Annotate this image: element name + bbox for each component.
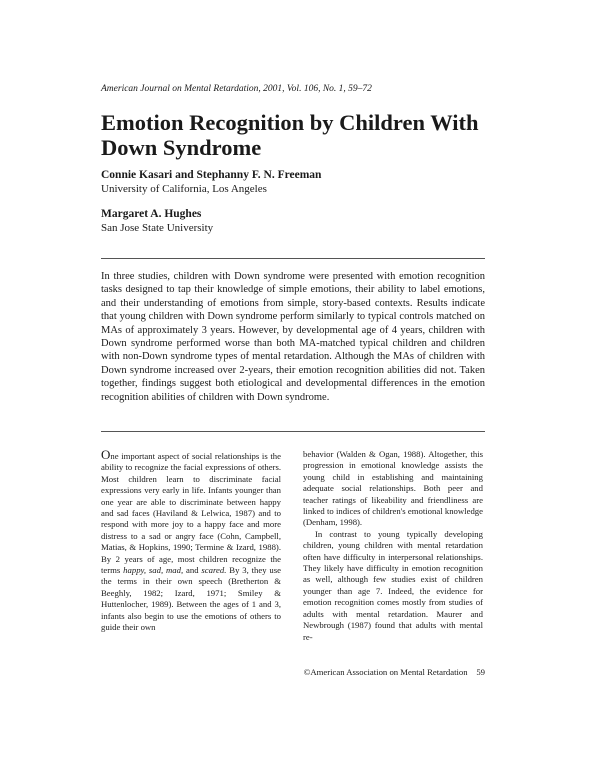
article-title: Emotion Recognition by Children With Down Syndrome bbox=[101, 110, 479, 160]
abstract: In three studies, children with Down syndrome were presented with emotion recognition tasks designed to tap their knowledge of simple emotions, their ability to label emotions, and their understanding of emotions from simple, story-based contexts. Results indicate that young children with Down syndrome perform similarly to typical controls matched on MAs of approximately 3 years. However, by developmental age of 4 years, children with Down syndrome performed worse than both MA-matched typical children and children with non-Down syndrome types of mental retardation. Although the MAs of children with Down syndrome increased over 2-years, their emotion recognition abilities did not. Taken together, findings suggest both etiological and developmental differences in the emotion recognition abilities of children with Down syndrome. bbox=[101, 271, 485, 403]
page-footer bbox=[270, 667, 485, 677]
author-names: Connie Kasari and Stephanny F. N. Freeman bbox=[101, 169, 322, 181]
journal-citation: American Journal on Mental Retardation, 2001, Vol. 106, No. 1, 59–72 bbox=[101, 84, 372, 94]
author-group-2 bbox=[101, 207, 213, 235]
body-text: and bbox=[183, 565, 202, 576]
body-text: ne important aspect of social relationships is the ability to recognize the facial expressions of others. Most children learn to discriminate facial expressions very early in life. Infants younger than one year are able to discriminate between happy and sad faces (Haviland & Lelwica, 1987) and to respond with more joy to a happy face and more distress to a sad or angry face (Cohn, Campbell, Matias, & Hopkins, 1990; Termine & Izard, 1988). By 2 years of age, most children recognize the terms bbox=[101, 451, 281, 576]
body-column-right bbox=[303, 449, 483, 643]
body-paragraph: In contrast to young typically developing children, young children with mental retardation often have difficulty in interpersonal relationships. They likely have difficulty in emotion recognition as well, although few studies exist of children younger than age 7. Indeed, the evidence for emotion recognition comes mostly from studies of adults with mental retardation. Maurer and Newbrough (1987) found that adults with mental re- bbox=[303, 528, 483, 642]
body-text: By 3, they use the terms in their own speech (Bretherton & Beeghly, 1982; Izard, 1971; Smiley & Huttenlocher, 1989). Between the ages of 1 and 3, infants also begin to use the emotions of others to guide their own bbox=[101, 565, 282, 633]
body-column-left bbox=[101, 449, 281, 634]
body-paragraph: behavior (Walden & Ogan, 1988). Altogether, this progression in emotional knowledge assists the young child in establishing and maintaining adequate social relationships. Both peer and teacher ratings of likeability and friendliness are linked to indices of children's emotional knowledge (Denham, 1998). bbox=[303, 449, 483, 528]
author-names: Margaret A. Hughes bbox=[101, 208, 202, 220]
abstract-top-rule bbox=[101, 258, 485, 259]
drop-cap: O bbox=[101, 447, 111, 462]
author-group-1 bbox=[101, 168, 321, 196]
emphasis-text: scared. bbox=[201, 565, 227, 576]
copyright-text: ©American Association on Mental Retardation bbox=[303, 667, 468, 677]
author-affiliation: University of California, Los Angeles bbox=[101, 183, 267, 195]
emphasis-text: happy, sad, mad, bbox=[123, 565, 184, 576]
abstract-bottom-rule bbox=[101, 431, 485, 432]
page-number: 59 bbox=[476, 667, 485, 677]
author-affiliation: San Jose State University bbox=[101, 222, 214, 234]
